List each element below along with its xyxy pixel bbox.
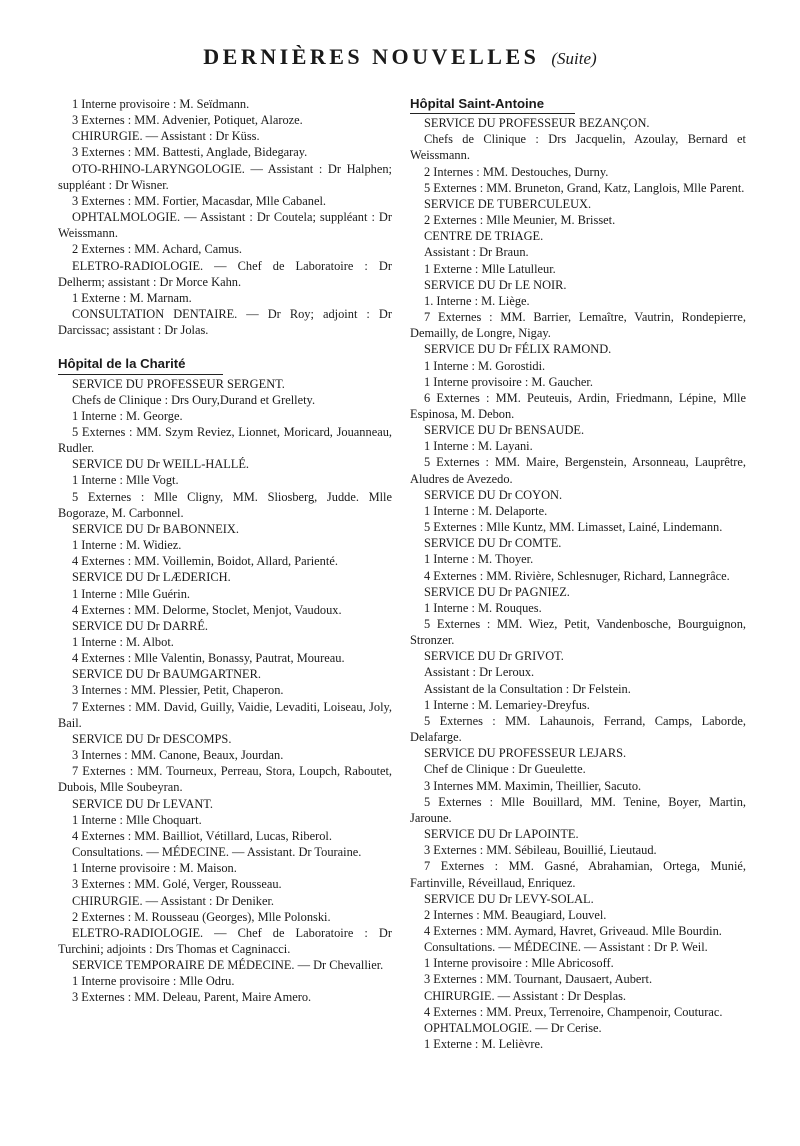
appointment-line: 4 Externes : Mlle Valentin, Bonassy, Pautrat, Moureau.: [72, 651, 345, 666]
appointment-line: 3 Internes MM. Maximin, Theillier, Sacuto.: [424, 778, 642, 793]
appointment-line: 3 Externes : MM. Golé, Verger, Rousseau.: [72, 877, 282, 892]
appointment-line: 3 Externes : MM. Sébileau, Bouillié, Lieutaud.: [424, 843, 657, 858]
left-column: [58, 96, 392, 1006]
appointment-line: 2 Internes : MM. Destouches, Durny.: [424, 164, 609, 179]
appointment-line: SERVICE DU Dr BENSAUDE.: [424, 423, 585, 438]
appointment-line: 1 Interne provisoire : Mlle Odru.: [72, 974, 235, 989]
page-subtitle: (Suite): [551, 49, 597, 68]
appointment-line: Chef de Clinique : Dr Gueulette.: [424, 762, 586, 777]
appointment-line: 4 Externes : MM. Delorme, Stoclet, Menjot, Vaudoux.: [72, 602, 342, 617]
appointment-line: SERVICE DU Dr DESCOMPS.: [72, 731, 232, 746]
appointment-line: 2 Externes : MM. Achard, Camus.: [72, 242, 243, 257]
appointment-line: 1 Externe : M. Lelièvre.: [424, 1037, 544, 1052]
appointment-line: 2 Externes : M. Rousseau (Georges), Mlle Polonski.: [72, 909, 331, 924]
appointment-line: CHIRURGIE. — Assistant : Dr Deniker.: [72, 893, 275, 908]
appointment-line: 1 Interne : M. Rouques.: [424, 600, 542, 615]
appointment-line: ELETRO-RADIOLOGIE. — Chef de Laboratoire : Dr Delherm; assistant : Dr Morce Kahn.: [58, 258, 392, 289]
page-header: [0, 44, 800, 70]
appointment-line: 1 Interne : M. Gorostidi.: [424, 358, 546, 373]
hospital-heading: Hôpital Saint-Antoine: [410, 96, 575, 114]
appointment-line: SERVICE DU Dr LÆDERICH.: [72, 570, 231, 585]
appointment-line: 1 Interne : M. Lemariey-Dreyfus.: [424, 697, 590, 712]
appointment-line: SERVICE DU Dr DARRÉ.: [72, 618, 208, 633]
appointment-line: 5 Externes : MM. Maire, Bergenstein, Arsonneau, Lauprêtre, Aludres de Avezedo.: [410, 455, 746, 486]
appointment-line: 3 Externes : MM. Fortier, Macasdar, Mlle Cabanel.: [72, 193, 326, 208]
appointment-line: 1 Interne : Mlle Vogt.: [72, 473, 179, 488]
appointment-line: CHIRURGIE. — Assistant : Dr Küss.: [72, 129, 260, 144]
appointment-line: SERVICE DE TUBERCULEUX.: [424, 196, 592, 211]
appointment-line: Chefs de Clinique : Drs Jacquelin, Azoulay, Bernard et Weissmann.: [410, 132, 746, 163]
appointment-line: CHIRURGIE. — Assistant : Dr Desplas.: [424, 988, 627, 1003]
appointment-line: 1 Interne : Mlle Guérin.: [72, 586, 191, 601]
appointment-line: 3 Externes : MM. Advenier, Potiquet, Alaroze.: [72, 113, 303, 128]
appointment-line: 1 Interne : M. Delaporte.: [424, 503, 548, 518]
hospital-heading: Hôpital de la Charité: [58, 356, 223, 374]
appointment-line: 7 Externes : MM. David, Guilly, Vaidie, Levaditi, Loiseau, Joly, Bail.: [58, 699, 392, 730]
appointment-line: SERVICE DU Dr BABONNEIX.: [72, 521, 239, 536]
appointment-line: 3 Internes : MM. Plessier, Petit, Chaperon.: [72, 683, 284, 698]
appointment-line: 5 Externes : MM. Bruneton, Grand, Katz, Langlois, Mlle Parent.: [424, 180, 745, 195]
appointment-line: 2 Internes : MM. Beaugiard, Louvel.: [424, 907, 607, 922]
appointment-line: 5 Externes : MM. Wiez, Petit, Vandenbosche, Bourguignon, Stronzer.: [410, 617, 746, 648]
appointment-line: 1 Interne provisoire : M. Gaucher.: [424, 374, 593, 389]
appointment-line: 1. Interne : M. Liège.: [424, 293, 530, 308]
appointment-line: SERVICE DU Dr COMTE.: [424, 536, 562, 551]
appointment-line: 5 Externes : Mlle Kuntz, MM. Limasset, Lainé, Lindemann.: [424, 520, 723, 535]
appointment-line: SERVICE DU Dr PAGNIEZ.: [424, 584, 570, 599]
appointment-line: SERVICE DU PROFESSEUR LEJARS.: [424, 746, 627, 761]
appointment-line: 1 Interne : M. Albot.: [72, 635, 174, 649]
appointment-line: 1 Interne : M. George.: [72, 408, 183, 423]
appointment-line: 1 Interne : M. Thoyer.: [424, 552, 534, 567]
appointment-line: SERVICE DU Dr LAPOINTE.: [424, 827, 579, 842]
appointment-line: SERVICE DU Dr LE NOIR.: [424, 277, 567, 292]
appointment-line: 4 Externes : MM. Preux, Terrenoire, Champenoir, Couturac.: [424, 1004, 723, 1019]
appointment-line: 1 Interne : M. Widiez.: [72, 538, 182, 553]
appointment-line: OPHTALMOLOGIE. — Assistant : Dr Coutela; suppléant : Dr Weissmann.: [58, 210, 392, 241]
appointment-line: 4 Externes : MM. Rivière, Schlesnuger, Richard, Lannegrâce.: [424, 568, 730, 583]
appointment-line: 3 Externes : MM. Battesti, Anglade, Bidegaray.: [72, 145, 308, 160]
appointment-line: 5 Externes : Mlle Cligny, MM. Sliosberg, Judde. Mlle Bogoraze, M. Carbonnel.: [58, 489, 392, 520]
appointment-line: 4 Externes : MM. Aymard, Havret, Griveaud. Mlle Bourdin.: [424, 923, 722, 938]
section-spacer: [58, 338, 392, 356]
appointment-line: SERVICE DU PROFESSEUR SERGENT.: [72, 376, 285, 391]
appointment-line: CENTRE DE TRIAGE.: [424, 229, 544, 244]
appointment-line: 4 Externes : MM. Bailliot, Vétillard, Lucas, Riberol.: [72, 828, 332, 843]
appointment-line: SERVICE DU Dr WEILL-HALLÉ.: [72, 457, 250, 472]
appointment-line: 5 Externes : MM. Lahaunois, Ferrand, Camps, Laborde, Delafarge.: [410, 713, 746, 745]
appointment-line: 1 Interne provisoire : Mlle Abricosoff.: [424, 956, 614, 971]
appointment-line: CONSULTATION DENTAIRE. — Dr Roy; adjoint : Dr Darcissac; assistant : Dr Jolas.: [58, 307, 392, 338]
appointment-line: 7 Externes : MM. Gasné, Abrahamian, Ortega, Munié, Fartinville, Réveillaud, Enriquez.: [410, 859, 746, 890]
appointment-line: 5 Externes : Mlle Bouillard, MM. Tenine, Boyer, Martin, Jaroune.: [410, 794, 746, 825]
appointment-line: SERVICE DU Dr BAUMGARTNER.: [72, 667, 261, 682]
appointment-line: 1 Interne provisoire : M. Seïdmann.: [72, 97, 250, 111]
appointment-line: SERVICE DU Dr GRIVOT.: [424, 649, 564, 664]
appointment-line: Chefs de Clinique : Drs Oury,Durand et Grellety.: [72, 392, 316, 407]
appointment-line: 7 Externes : MM. Tourneux, Perreau, Stora, Loupch, Raboutet, Dubois, Mlle Soubeyran.: [58, 764, 392, 795]
appointment-line: SERVICE DU Dr LEVANT.: [72, 796, 214, 811]
appointment-line: 3 Externes : MM. Deleau, Parent, Maire Amero.: [72, 990, 312, 1005]
appointment-line: 2 Externes : Mlle Meunier, M. Brisset.: [424, 213, 616, 228]
appointment-line: SERVICE TEMPORAIRE DE MÉDECINE. — Dr Chevallier.: [72, 958, 384, 973]
appointment-line: Assistant de la Consultation : Dr Felstein.: [424, 681, 631, 696]
right-column: [410, 96, 746, 1052]
appointment-line: Assistant : Dr Braun.: [424, 245, 529, 260]
appointment-line: SERVICE DU Dr LEVY-SOLAL.: [424, 891, 594, 906]
appointment-line: 3 Internes : MM. Canone, Beaux, Jourdan.: [72, 748, 284, 763]
appointment-line: 1 Externe : M. Marnam.: [72, 290, 192, 305]
appointment-line: 3 Externes : MM. Tournant, Dausaert, Aubert.: [424, 972, 653, 987]
appointment-line: 1 Interne provisoire : M. Maison.: [72, 861, 237, 876]
appointment-line: 6 Externes : MM. Peuteuis, Ardin, Friedmann, Lépine, Mlle Espinosa, M. Debon.: [410, 390, 746, 421]
appointment-line: OPHTALMOLOGIE. — Dr Cerise.: [424, 1020, 602, 1035]
page-title: DERNIÈRES NOUVELLES: [203, 44, 540, 69]
appointment-line: 4 Externes : MM. Voillemin, Boidot, Allard, Parienté.: [72, 554, 338, 569]
appointment-line: SERVICE DU Dr FÉLIX RAMOND.: [424, 342, 612, 357]
appointment-line: 7 Externes : MM. Barrier, Lemaître, Vautrin, Rondepierre, Demailly, de Longre, Nigay.: [410, 310, 746, 341]
appointment-line: Assistant : Dr Leroux.: [424, 665, 535, 680]
appointment-line: ELETRO-RADIOLOGIE. — Chef de Laboratoire : Dr Turchini; adjoints : Drs Thomas et Cagninacci.: [58, 925, 392, 956]
appointment-line: SERVICE DU PROFESSEUR BEZANÇON.: [424, 116, 650, 131]
appointment-line: Consultations. — MÉDECINE. — Assistant. Dr Touraine.: [72, 845, 362, 860]
appointment-line: SERVICE DU Dr COYON.: [424, 487, 563, 502]
appointment-line: 1 Interne : Mlle Choquart.: [72, 812, 202, 827]
appointment-line: OTO-RHINO-LARYNGOLOGIE. — Assistant : Dr Halphen; suppléant : Dr Wisner.: [58, 161, 392, 192]
appointment-line: 5 Externes : MM. Szym Reviez, Lionnet, Moricard, Jouanneau, Rudler.: [58, 424, 392, 456]
appointment-line: 1 Externe : Mlle Latulleur.: [424, 261, 556, 276]
appointment-line: 1 Interne : M. Layani.: [424, 439, 533, 454]
appointment-line: Consultations. — MÉDECINE. — Assistant : Dr P. Weil.: [424, 940, 708, 955]
